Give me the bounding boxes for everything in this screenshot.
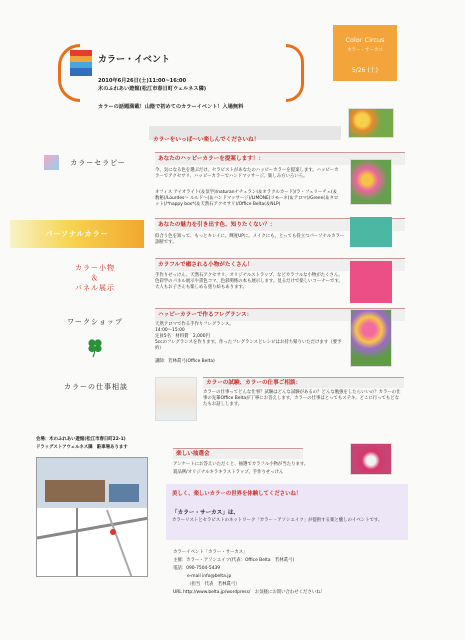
contact-person: （担当 代表 若林眞弓） bbox=[187, 582, 240, 587]
intro-banner bbox=[149, 126, 341, 143]
goods-body: 手作りせっけん、天然石アクセサリ、オリジナルストラップ、などカラフルな小物がたくさん。色彩学のパネル展示や書色コマ、色彩関係の本も展示します。見るだけで楽しいコーナーです。大人もお子さんも楽しめる塗り絵もあります。 bbox=[155, 273, 343, 291]
lottery-heading: 楽しい抽選会 bbox=[176, 451, 210, 457]
parking-info: ドラッグストアウェルネス隣 駐車場あります bbox=[36, 445, 128, 450]
side-label-goods: カラー小物 bbox=[75, 264, 115, 272]
badge-subtitle: カラー・サーカス bbox=[347, 48, 383, 53]
bouquet-photo bbox=[350, 309, 392, 367]
badge-date: 5/26 (土) bbox=[351, 67, 379, 74]
event-datetime: 2010年6月26日(土)11:00~16:00 bbox=[98, 78, 187, 84]
workshop-note: 5ccのフレグランスを作ります。作ったフレグランスとレシピはお持ち帰りいただけます（要予約） bbox=[155, 340, 342, 352]
lottery-heading-row bbox=[173, 448, 303, 459]
workshop-fee: 定員5名 材料費 2,000円 bbox=[155, 334, 210, 339]
contact-email: e-mail info@belta.jp bbox=[187, 574, 232, 579]
workshop-teacher: 講師：若林眞弓(Office Belta) bbox=[155, 359, 215, 364]
career-heading: カラーの試験、カラーの仕事ご相談： bbox=[206, 380, 302, 386]
contact-phone: 電話：090-7504-5439 bbox=[173, 566, 221, 571]
consultant-photo bbox=[155, 377, 197, 421]
contact-url: URL http://www.belta.jp/wordpress/ お気軽にお問い合わせくださいね！ bbox=[173, 590, 326, 595]
closing-about-title: 「カラー・サーカス」は、 bbox=[172, 510, 240, 516]
closing-about-body: カラーリストとセラピストのネットワーク「カラー・アソシエイツ」が提供する楽と癒しのイベントです。 bbox=[172, 518, 383, 523]
palette-icon bbox=[44, 155, 59, 170]
clover-icon bbox=[87, 338, 103, 358]
personal-color-band bbox=[10, 220, 144, 248]
pink-swatch bbox=[350, 261, 392, 303]
intro-banner-text: カラーをいっぱ～い楽しんでくださいね！ bbox=[153, 137, 260, 143]
side-label-career: カラーの仕事相談 bbox=[64, 383, 128, 391]
venue-address: 会場：木のふれあい遊館(松江市春日町22-1) bbox=[36, 437, 126, 442]
contact-organizer: 主催：カラー・アソシエイツ(代表：Office Belta 若林眞弓) bbox=[173, 558, 295, 563]
side-label-therapy: カラーセラピー bbox=[70, 159, 126, 167]
closing-banner: 美しく、楽しいカラーの世界を体験してくださいね！ bbox=[172, 491, 302, 497]
event-title: カラー・イベント bbox=[98, 55, 171, 65]
flower-photo bbox=[348, 108, 394, 138]
access-map bbox=[36, 457, 148, 577]
lottery-prizes: 賞品例/オリジナルキラキラストラップ、手作りせっけん bbox=[173, 470, 284, 475]
teal-swatch bbox=[350, 217, 392, 247]
side-label-panel: パネル展示 bbox=[75, 284, 115, 292]
career-heading-row bbox=[203, 377, 404, 388]
therapy-photo bbox=[350, 159, 392, 205]
personal-heading: あなたの魅力を引き出す色、知りたくない？： bbox=[158, 222, 276, 228]
therapy-body: 今、気になる色を選ぶだけ。セラピストがあなたのハッピーカラーを提案します。ハッピーカラーでアクセサリ、ハッピーカラーでハンドマッサージ。楽しみ方いろいろ。 bbox=[155, 168, 339, 180]
color-logo-icon bbox=[70, 50, 92, 76]
lottery-body: アンケートにお答えいただくと、抽選でカラフル小物が当たります。 bbox=[173, 462, 309, 467]
career-body: カラーの仕事ってどんな仕事？試験はどんな試験があるの？どんな勉強をしたらいいの？カラーの仕事の先輩Office Beltaが丁寧にお答えします。カラーの仕事はとってもステキ。どこに行ってもどなたもお話しします。 bbox=[203, 390, 401, 408]
contact-event: カラーイベント「カラー・サーカス」 bbox=[173, 550, 248, 555]
badge-title: Color Circus bbox=[345, 36, 385, 44]
event-venue: 木のふれあい遊館(松江市春日町ウェルネス隣) bbox=[98, 86, 207, 92]
side-label-personal: パーソナルカラー bbox=[45, 230, 109, 238]
right-bracket-decoration bbox=[286, 44, 304, 102]
therapy-heading: あなたのハッピーカラーを提案します！： bbox=[158, 156, 264, 162]
goods-heading: カラフルで癒される小物がたくさん！ bbox=[158, 262, 253, 268]
event-tagline: カラーの話題満載！山陰で初めてのカラーイベント！入場無料 bbox=[98, 104, 244, 110]
color-circus-badge bbox=[333, 25, 397, 81]
gift-photo bbox=[350, 443, 392, 475]
side-label-amp: ＆ bbox=[91, 274, 99, 282]
workshop-body: 天然アロマで作る手作りフレグランス。 bbox=[155, 322, 234, 327]
therapy-vendors: オフィス アイオライト(＆気学)/naturanナチュラン(＆オラクルカード)/ラ・フェリーチェ(＆数秘)/Lourdes～ ルルド～(＆ハンドマッサージ)/LIMONE(リモーネ(＆アロマ)/Green(＆タロット)/*happy box*(＆天然石アクセサリ)/Office Belta(＆NLP) bbox=[155, 190, 339, 208]
workshop-heading: ハッピーカラーで作るフレグランス： bbox=[158, 312, 253, 318]
workshop-time: 14:00～15:00 bbox=[155, 328, 185, 333]
side-label-workshop: ワークショップ bbox=[67, 318, 123, 326]
personal-body: 似合う色を知って、もっとキレイに、輝度UPに。メイクにも、とっても役立つパーソナルカラー診断です。 bbox=[155, 234, 345, 246]
